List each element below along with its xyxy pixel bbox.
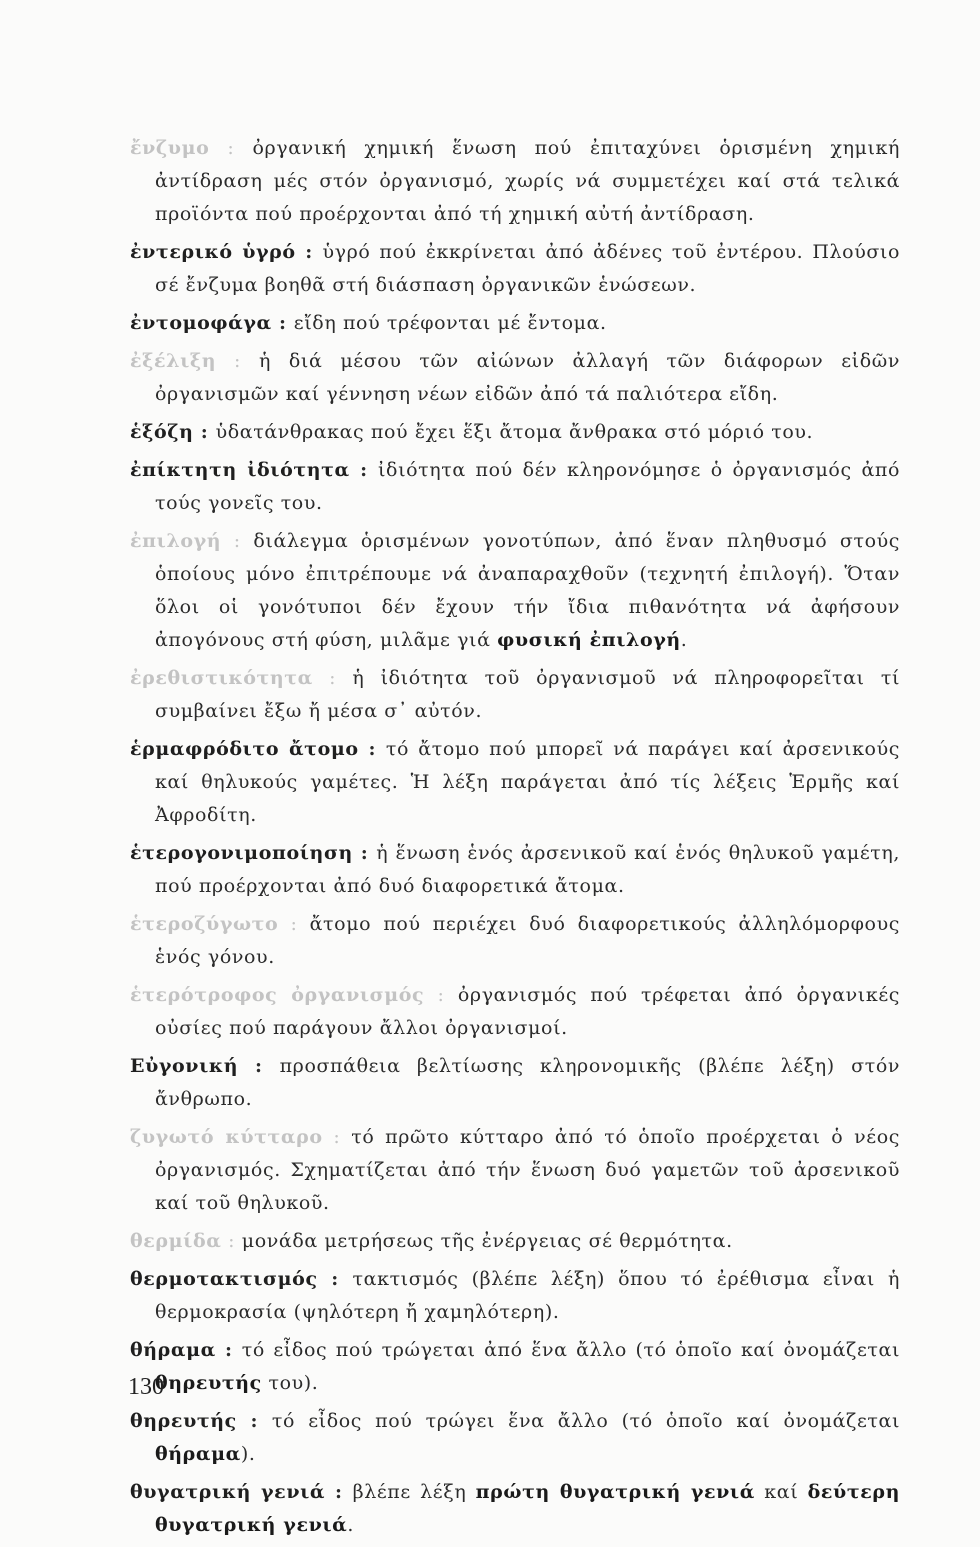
glossary-entry: θηρευτής : τό εἶδος πού τρώγει ἕνα ἄλλο (τό ὁποῖο καί ὀνομάζεται θήραμα). (130, 1410, 900, 1465)
entry-term: ἑτερότροφος ὀργανισμός (130, 984, 425, 1006)
entry-definition: ὑδατάνθρακας πού ἔχει ἕξι ἄτομα ἄνθρακα στό μόριό του. (215, 421, 814, 443)
glossary-entry: ἑτερογονιμοποίηση : ἡ ἕνωση ἑνός ἀρσενικοῦ καί ἑνός θηλυκοῦ γαμέτη, πού προέρχονται ἀπό δυό διαφορετικά ἄτομα. (130, 842, 901, 897)
entry-term: Εὐγονική (130, 1055, 239, 1077)
entry-definition: τακτισμός (βλέπε λέξη) ὅπου τό ἐρέθισμα εἶναι ἡ θερμοκρασία (ψηλότερη ἤ χαμηλότερη). (155, 1268, 901, 1323)
entry-definition: βλέπε λέξη (352, 1481, 467, 1503)
glossary-entry: θερμίδα : μονάδα μετρήσεως τῆς ἐνέργειας σέ θερμότητα. (130, 1230, 733, 1252)
entry-term: θυγατρική γενιά (130, 1481, 326, 1503)
entry-definition: ὑγρό πού ἐκκρίνεται ἀπό ἀδένες τοῦ ἐντέρου. Πλούσιο σέ ἔνζυμα βοηθᾶ στή διάσπαση ὀργανικῶν ἑνώσεων. (155, 241, 900, 296)
glossary-entry: Εὐγονική : προσπάθεια βελτίωσης κληρονομικῆς (βλέπε λέξη) στόν ἄνθρωπο. (130, 1055, 901, 1110)
entry-definition-bold: πρώτη θυγατρική γενιά (475, 1481, 755, 1503)
glossary-entry: ἐρεθιστικότητα : ἡ ἰδιότητα τοῦ ὀργανισμοῦ νά πληροφορεῖται τί συμβαίνει ἔξω ἤ μέσα σ᾽ αὐτόν. (130, 667, 900, 722)
entry-term: ἑξόζη (130, 421, 194, 443)
entry-definition: τό εἶδος πού τρώγεται ἀπό ἕνα ἄλλο (τό ὁποῖο καί ὀνομάζεται (241, 1339, 900, 1361)
entry-definition: ἡ ἕνωση ἑνός ἀρσενικοῦ καί ἑνός θηλυκοῦ γαμέτη, πού προέρχονται ἀπό δυό διαφορετικά ἄτομα. (155, 842, 901, 897)
glossary-entry: ἑρμαφρόδιτο ἄτομο : τό ἄτομο πού μπορεῖ νά παράγει καί ἀρσενικούς καί θηλυκούς γαμέτες. Ἡ λέξη παράγεται ἀπό τίς λέξεις Ἑρμῆς καί Ἀφροδίτη. (130, 738, 900, 826)
entry-definition: ὀργανική χημική ἕνωση πού ἐπιταχύνει ὁρισμένη χημική ἀντίδραση μές στόν ὀργανισμό, χωρίς νά συμμετέχει καί στά τελικά προϊόντα πού προέρχονται ἀπό τή χημική αὐτή ἀντίδραση. (155, 137, 901, 225)
glossary-entries (130, 132, 900, 1547)
entry-definition-bold: θήραμα (155, 1443, 241, 1465)
page-number: 130 (128, 1374, 164, 1400)
entry-definition: τό εἶδος πού τρώγει ἕνα ἄλλο (τό ὁποῖο καί ὀνομάζεται (271, 1410, 900, 1432)
entry-definition: μονάδα μετρήσεως τῆς ἐνέργειας σέ θερμότητα. (241, 1230, 733, 1252)
entry-definition: ἄτομο πού περιέχει δυό διαφορετικούς ἀλληλόμορφους ἑνός γόνου. (155, 913, 900, 968)
entry-term: ἔνζυμο (130, 137, 210, 159)
entry-term: ἐπίκτητη ἰδιότητα (130, 459, 350, 481)
entry-definition: προσπάθεια βελτίωσης κληρονομικῆς (βλέπε λέξη) στόν ἄνθρωπο. (155, 1055, 901, 1110)
entry-term: ἐντερικό ὑγρό (130, 241, 296, 263)
entry-definition: τό πρῶτο κύτταρο ἀπό τό ὁποῖο προέρχεται ὁ νέος ὀργανισμός. Σχηματίζεται ἀπό τήν ἕνωση δυό γαμετῶν τοῦ ἀρσενικοῦ καί τοῦ θηλυκοῦ. (155, 1126, 901, 1214)
glossary-entry: ἐντομοφάγα : εἴδη πού τρέφονται μέ ἔντομα. (130, 312, 607, 334)
glossary-entry: ἑτερότροφος ὀργανισμός : ὀργανισμός πού τρέφεται ἀπό ὀργανικές οὐσίες πού παράγουν ἄλλοι ὀργανισμοί. (130, 984, 901, 1039)
entry-term: ἐρεθιστικότητα (130, 667, 313, 689)
glossary-entry: ἑτεροζύγωτο : ἄτομο πού περιέχει δυό διαφορετικούς ἀλληλόμορφους ἑνός γόνου. (130, 913, 900, 968)
entry-term: ἑτερογονιμοποίηση (130, 842, 353, 864)
entry-term: ἐντομοφάγα (130, 312, 272, 334)
glossary-entry: θήραμα : τό εἶδος πού τρώγεται ἀπό ἕνα ἄλλο (τό ὁποῖο καί ὀνομάζεται θηρευτής του). (130, 1339, 900, 1394)
entry-definition: ἡ ἰδιότητα τοῦ ὀργανισμοῦ νά πληροφορεῖται τί συμβαίνει ἔξω ἤ μέσα σ᾽ αὐτόν. (155, 667, 900, 722)
entry-definition: ὀργανισμός πού τρέφεται ἀπό ὀργανικές οὐσίες πού παράγουν ἄλλοι ὀργανισμοί. (155, 984, 901, 1039)
entry-term: ἑρμαφρόδιτο ἄτομο (130, 738, 359, 760)
glossary-entry: ἐντερικό ὑγρό : ὑγρό πού ἐκκρίνεται ἀπό ἀδένες τοῦ ἐντέρου. Πλούσιο σέ ἔνζυμα βοηθᾶ στή διάσπαση ὀργανικῶν ἑνώσεων. (130, 241, 900, 296)
glossary-entry: ἐξέλιξη : ἡ διά μέσου τῶν αἰώνων ἀλλαγή τῶν διάφορων εἰδῶν ὀργανισμῶν καί γέννηση νέων εἰδῶν ἀπό τά παλιότερα εἴδη. (130, 350, 901, 405)
entry-definition: διάλεγμα ὁρισμένων γονοτύπων, ἀπό ἕναν πληθυσμό στούς ὁποίους μόνο ἐπιτρέπουμε νά ἀναπαραχθοῦν (τεχνητή ἐπιλογή). Ὅταν ὅλοι οἱ γονότυποι δέν ἔχουν τήν ἴδια πιθανότητα νά ἀφήσουν ἀπογόνους στή φύση, μιλᾶμε γιά (155, 530, 901, 651)
entry-definition-bold: θηρευτής (155, 1372, 262, 1394)
entry-term: ἐξέλιξη (130, 350, 217, 372)
entry-term: ἐπιλογή (130, 530, 222, 552)
glossary-entry: ἔνζυμο : ὀργανική χημική ἕνωση πού ἐπιταχύνει ὁρισμένη χημική ἀντίδραση μές στόν ὀργανισμό, χωρίς νά συμμετέχει καί στά τελικά προϊόντα πού προέρχονται ἀπό τή χημική αὐτή ἀντίδραση. (130, 137, 901, 225)
glossary-entry: ἐπίκτητη ἰδιότητα : ἰδιότητα πού δέν κληρονόμησε ὁ ὀργανισμός ἀπό τούς γονεῖς του. (130, 459, 900, 514)
entry-definition-bold: φυσική ἐπιλογή (497, 629, 681, 651)
glossary-entry: θυγατρική γενιά : βλέπε λέξη πρώτη θυγατρική γενιά καί δεύτερη θυγατρική γενιά. (130, 1481, 901, 1536)
entry-definition: ἰδιότητα πού δέν κληρονόμησε ὁ ὀργανισμός ἀπό τούς γονεῖς του. (155, 459, 900, 514)
entry-definition-bold: δεύτερη θυγατρική γενιά (155, 1481, 901, 1536)
glossary-entry: ἑξόζη : ὑδατάνθρακας πού ἔχει ἕξι ἄτομα ἄνθρακα στό μόριό του. (130, 421, 814, 443)
entry-term: ζυγωτό κύτταρο (130, 1126, 323, 1148)
entry-definition: ἡ διά μέσου τῶν αἰώνων ἀλλαγή τῶν διάφορων εἰδῶν ὀργανισμῶν καί γέννηση νέων εἰδῶν ἀπό τά παλιότερα εἴδη. (155, 350, 901, 405)
entry-definition: εἴδη πού τρέφονται μέ ἔντομα. (293, 312, 607, 334)
entry-term: θήραμα (130, 1339, 216, 1361)
entry-definition: τό ἄτομο πού μπορεῖ νά παράγει καί ἀρσενικούς καί θηλυκούς γαμέτες. Ἡ λέξη παράγεται ἀπό τίς λέξεις Ἑρμῆς καί Ἀφροδίτη. (155, 738, 900, 826)
glossary-entry: ἐπιλογή : διάλεγμα ὁρισμένων γονοτύπων, ἀπό ἕναν πληθυσμό στούς ὁποίους μόνο ἐπιτρέπουμε νά ἀναπαραχθοῦν (τεχνητή ἐπιλογή). Ὅταν ὅλοι οἱ γονότυποι δέν ἔχουν τήν ἴδια πιθανότητα νά ἀφήσουν ἀπογόνους στή φύση, μιλᾶμε γιά φυσική ἐπιλογή. (130, 530, 901, 651)
entry-term: θερμοτακτισμός (130, 1268, 318, 1290)
glossary-entry: θερμοτακτισμός : τακτισμός (βλέπε λέξη) ὅπου τό ἐρέθισμα εἶναι ἡ θερμοκρασία (ψηλότερη ἤ χαμηλότερη). (130, 1268, 901, 1323)
entry-term: θηρευτής (130, 1410, 237, 1432)
entry-term: θερμίδα (130, 1230, 222, 1252)
entry-term: ἑτεροζύγωτο (130, 913, 279, 935)
glossary-entry: ζυγωτό κύτταρο : τό πρῶτο κύτταρο ἀπό τό ὁποῖο προέρχεται ὁ νέος ὀργανισμός. Σχηματίζεται ἀπό τήν ἕνωση δυό γαμετῶν τοῦ ἀρσενικοῦ καί τοῦ θηλυκοῦ. (130, 1126, 901, 1214)
